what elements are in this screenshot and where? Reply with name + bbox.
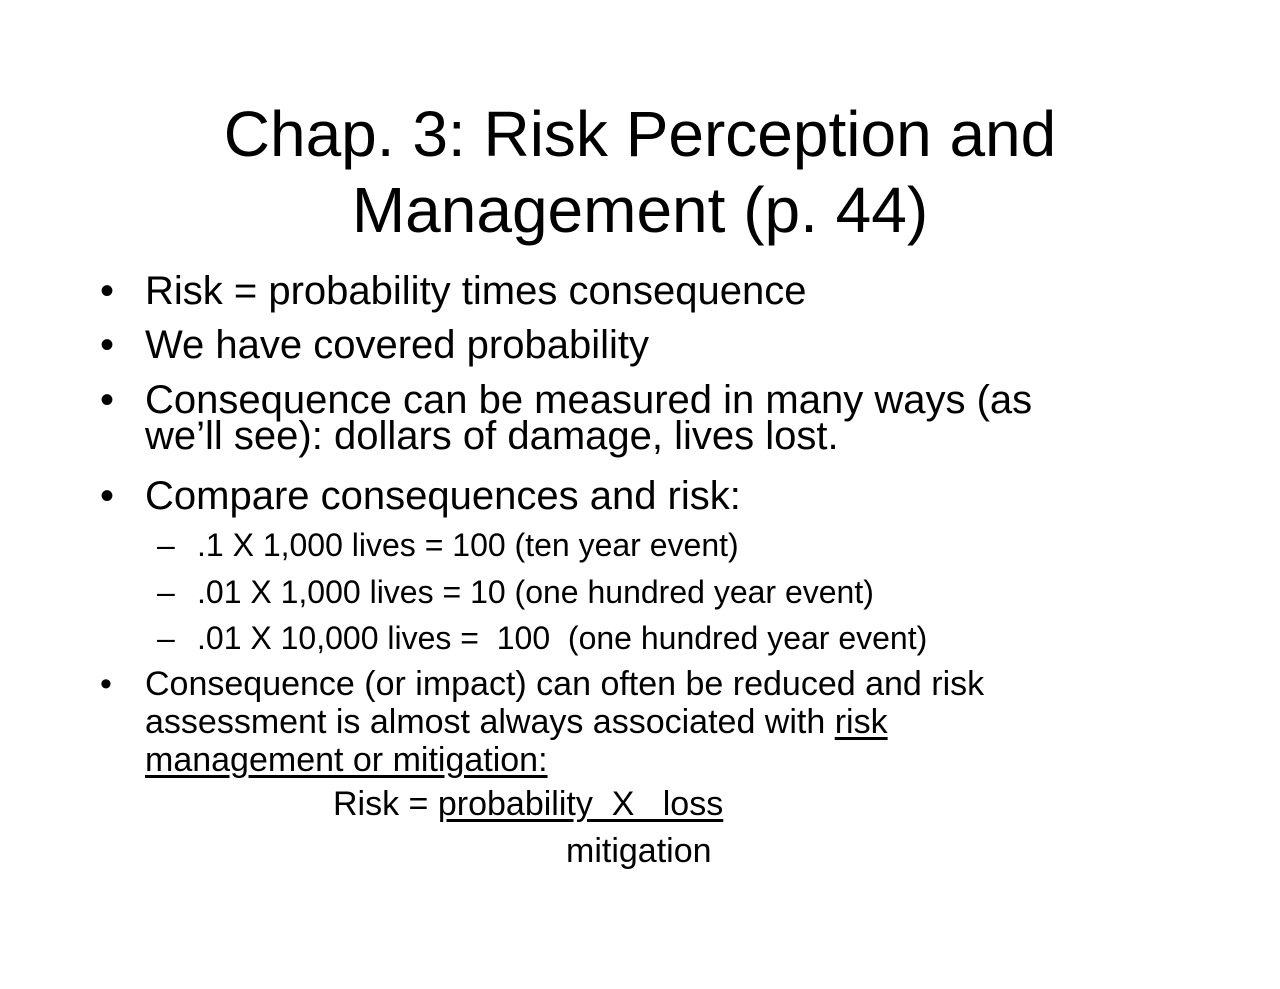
bullet-marker: • (100, 665, 112, 703)
slide-title (0, 96, 1280, 248)
sub-bullet-marker: – (157, 527, 175, 563)
bullet-text: Risk = probability times consequence (145, 269, 807, 313)
formula-denominator: mitigation (566, 832, 712, 870)
bullet-text (145, 665, 1145, 779)
sub-bullet-item (157, 620, 927, 656)
risk-formula (333, 785, 723, 823)
formula-numerator: probability X loss (437, 785, 724, 823)
sub-bullet-text: .1 X 1,000 lives = 100 (ten year event) (197, 527, 739, 563)
bullet-marker: • (100, 269, 115, 313)
bullet-marker: • (100, 323, 115, 367)
underlined-term: risk (834, 703, 888, 741)
formula-lhs: Risk = (333, 785, 438, 823)
bullet-text-line-3: management or mitigation: (145, 741, 548, 779)
bullet-marker: • (100, 378, 115, 422)
bullet-text-line-2: we’ll see): dollars of damage, lives lost. (145, 414, 839, 458)
bullet-text (145, 380, 1032, 456)
bullet-marker: • (100, 474, 115, 518)
bullet-text: We have covered probability (145, 323, 649, 367)
sub-bullet-text: .01 X 10,000 lives = 100 (one hundred year event) (197, 620, 928, 656)
bullet-text: Compare consequences and risk: (145, 474, 741, 518)
title-line-1: Chap. 3: Risk Perception and (223, 98, 1057, 170)
sub-bullet-text: .01 X 1,000 lives = 10 (one hundred year event) (197, 574, 874, 610)
title-line-2: Management (p. 44) (351, 174, 929, 246)
sub-bullet-marker: – (157, 620, 175, 656)
sub-bullet-item (157, 527, 739, 563)
bullet-text-line-1: Consequence (or impact) can often be reduced and risk (145, 665, 985, 703)
sub-bullet-marker: – (157, 574, 175, 610)
bullet-text-line-1: Consequence can be measured in many ways (as (145, 378, 1033, 422)
bullet-text-line-2 (145, 703, 1145, 741)
bullet-text-plain: assessment is almost always associated with (145, 703, 835, 741)
sub-bullet-item (157, 574, 874, 610)
